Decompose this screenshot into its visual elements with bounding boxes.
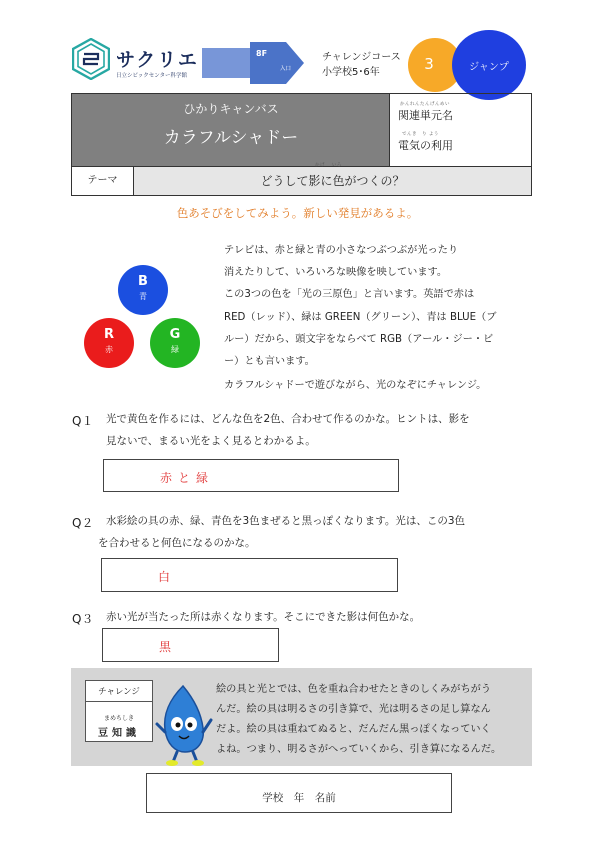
name-entry-box[interactable] bbox=[146, 773, 452, 813]
course-grade: 小学校5･6年 bbox=[322, 67, 380, 78]
question-line: 見ないで、まるい光をよく見るとわかるよ。 bbox=[106, 435, 316, 447]
answer-3-text: 黒 bbox=[159, 640, 178, 654]
logo-name: サクリエ bbox=[116, 49, 199, 71]
explanation-paragraph bbox=[224, 240, 536, 373]
rgb-letter: R bbox=[103, 327, 114, 342]
trivia-tag-main: 豆知識 bbox=[98, 728, 140, 739]
answer-2-box[interactable] bbox=[101, 558, 398, 592]
course-name: チャレンジコース bbox=[322, 52, 401, 63]
rgb-letter: G bbox=[169, 327, 181, 342]
rgb-circle-green bbox=[150, 318, 200, 368]
answer-1-box[interactable] bbox=[103, 459, 399, 492]
sakurie-logo-icon bbox=[72, 38, 110, 80]
related-label-ruby: かんれんたんげんめい bbox=[400, 102, 450, 107]
related-unit-label: 関連単元名 bbox=[398, 109, 453, 122]
body-line: ルー）だから、頭文字をならべて RGB（アール・ジー・ビ bbox=[224, 333, 494, 345]
title-table bbox=[71, 93, 532, 196]
title-cell bbox=[72, 94, 390, 166]
entrance-label: 入口 bbox=[280, 66, 292, 72]
trivia-line: よね。つまり、明るさがへっていくから、引き算になるんだ。 bbox=[216, 744, 502, 755]
related-value-ruby: でんき り よう bbox=[402, 132, 439, 137]
floor-label: 8F bbox=[256, 49, 268, 58]
rgb-letter: B bbox=[138, 274, 148, 289]
body-line: 消えたりして、いろいろな映像を映しています。 bbox=[224, 267, 448, 279]
question-line: を合わせると何色になるのかな。 bbox=[98, 537, 256, 549]
answer-2-text: 白 bbox=[158, 570, 177, 584]
related-unit-value: 電気の利用 bbox=[398, 139, 453, 152]
question-2-number: Q２ bbox=[72, 516, 94, 530]
trivia-line: んだ。絵の具は明るさの引き算で、光は明るさの足し算なん bbox=[216, 704, 491, 715]
challenge-prompt: カラフルシャドーで遊びながら、光のなぞにチャレンジ。 bbox=[224, 380, 487, 391]
name-entry-label: 学校 年 名前 bbox=[262, 792, 336, 804]
question-line: 赤い光が当たった所は赤くなります。そこにできた影は何色かな。 bbox=[106, 611, 421, 623]
rgb-circle-red bbox=[84, 318, 134, 368]
course-label bbox=[322, 50, 401, 80]
trivia-panel bbox=[71, 668, 532, 766]
body-line: テレビは、赤と緑と青の小さなつぶつぶが光ったり bbox=[224, 245, 459, 256]
rgb-name: 青 bbox=[139, 292, 147, 301]
question-line: 光で黄色を作るには、どんな色を2色、合わせて作るのかな。ヒントは、影を bbox=[106, 413, 470, 425]
question-2-text bbox=[98, 510, 536, 554]
rgb-name: 赤 bbox=[105, 345, 113, 354]
floor-arrow-icon bbox=[202, 42, 304, 84]
course-level-badge bbox=[452, 30, 526, 100]
question-1-text bbox=[106, 408, 536, 452]
intro-text: 色あそびをしてみよう。新しい発見があるよ。 bbox=[176, 206, 419, 220]
theme-ruby: かげ いろ bbox=[315, 163, 342, 168]
exhibit-title: カラフルシャドー bbox=[163, 128, 299, 148]
theme-label: テーマ bbox=[72, 167, 134, 195]
trivia-tag-ruby: まめちしき bbox=[103, 715, 134, 722]
logo-subtitle: 日立シビックセンター科学館 bbox=[116, 73, 188, 79]
exhibit-subtitle: ひかりキャンバス bbox=[183, 102, 279, 116]
trivia-tag-title: チャレンジ bbox=[86, 685, 152, 702]
answer-1-text: 赤と緑 bbox=[160, 471, 215, 485]
body-line: RED（レッド）、緑は GREEN（グリーン）、青は BLUE（ブ bbox=[224, 311, 497, 323]
body-line: この3つの色を「光の三原色」と言います。英語で赤は bbox=[224, 289, 475, 301]
question-3-text bbox=[106, 606, 536, 628]
course-number: 3 bbox=[424, 55, 434, 73]
question-line: 水彩絵の具の赤、緑、青色を3色まぜると黒っぽくなります。光は、この3色 bbox=[106, 515, 466, 527]
trivia-line: だよ。絵の具は重ねてぬると、だんだん黒っぽくなっていく bbox=[216, 724, 491, 735]
rgb-circle-blue bbox=[118, 265, 168, 315]
course-level: ジャンプ bbox=[469, 62, 509, 73]
mascot-character-icon bbox=[153, 680, 217, 766]
theme-question: どうして影に色がつくの？ bbox=[260, 174, 405, 188]
trivia-tag bbox=[85, 680, 153, 742]
answer-3-box[interactable] bbox=[102, 628, 279, 662]
theme-text bbox=[134, 167, 531, 195]
question-1-number: Q１ bbox=[72, 414, 94, 428]
trivia-text bbox=[216, 680, 524, 760]
trivia-line: 絵の具と光とでは、色を重ね合わせたときのしくみがちがう bbox=[216, 684, 492, 695]
body-line: ー）とも言います。 bbox=[224, 356, 315, 368]
question-3-number: Q３ bbox=[72, 612, 94, 626]
rgb-name: 緑 bbox=[171, 345, 179, 354]
